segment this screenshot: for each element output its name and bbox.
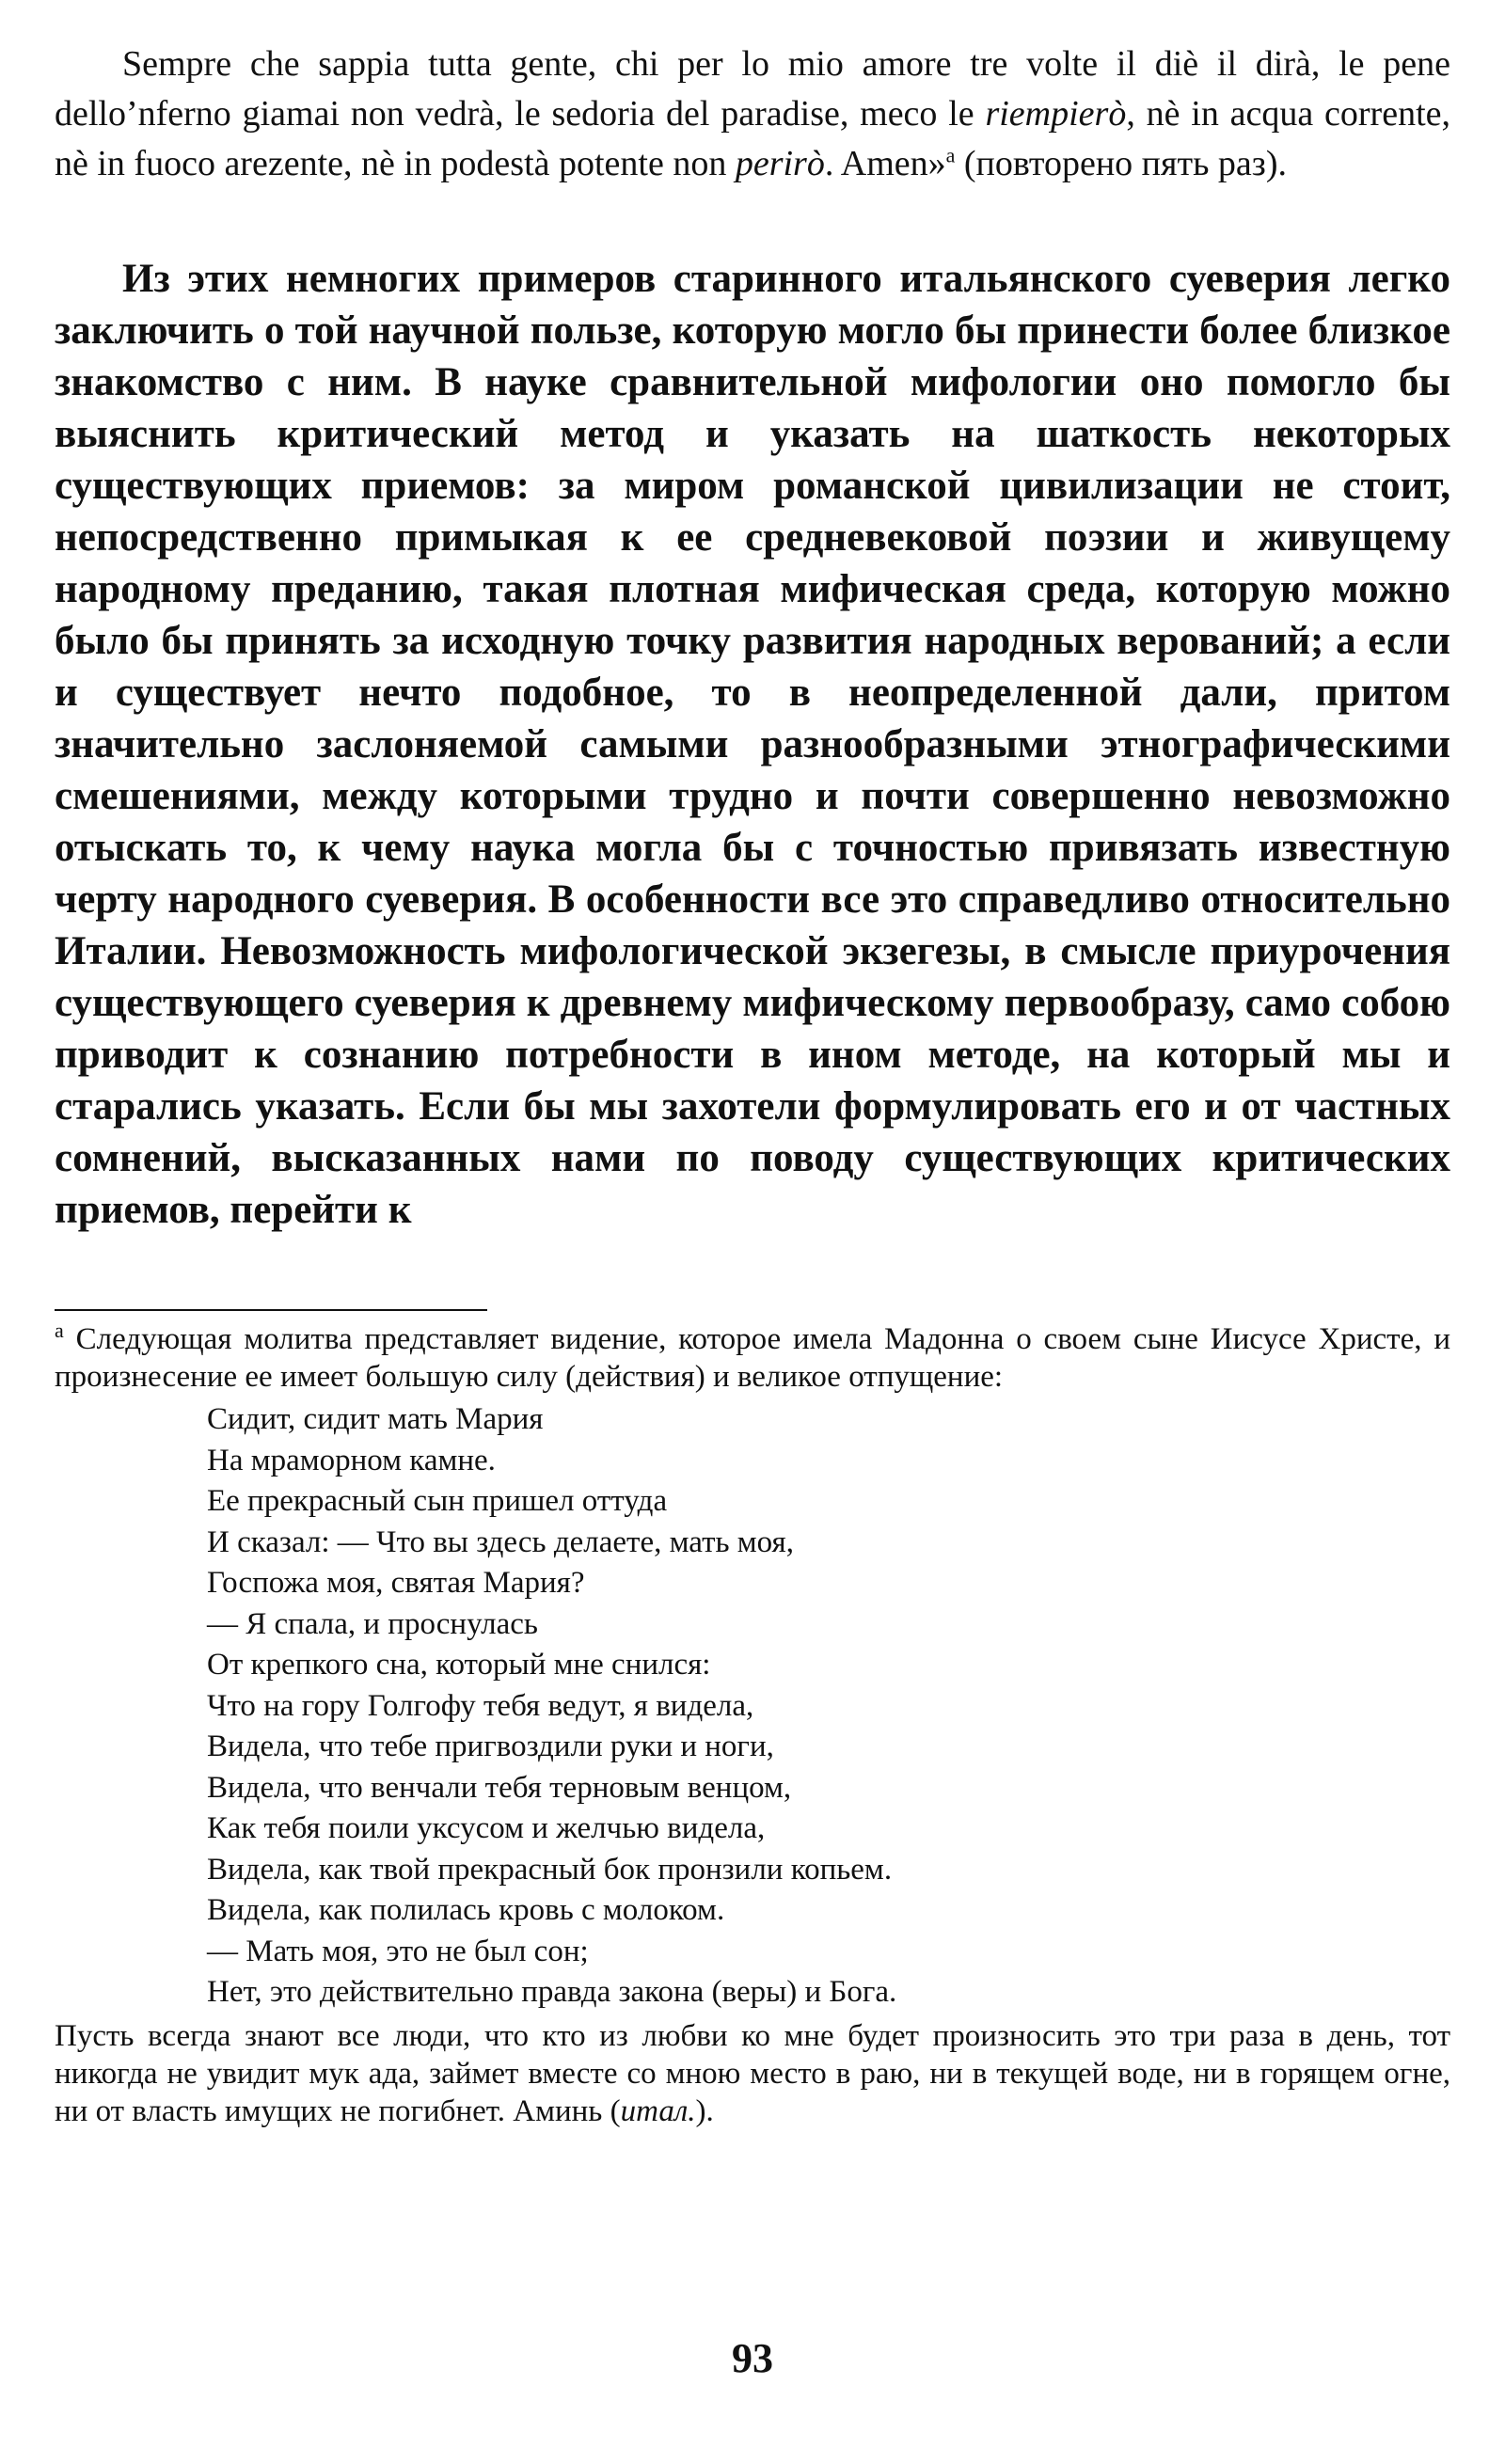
footnote-marker: a — [55, 1319, 64, 1342]
language-note: итал. — [620, 2093, 696, 2128]
poem-line: От крепкого сна, который мне снился: — [207, 1648, 711, 1682]
italian-italic-word-1: riempierò — [985, 94, 1127, 134]
poem-line: — Я спала, и проснулась — [207, 1606, 538, 1641]
italian-text-part-2: , nè in acqua corrente, nè in fuoco arezente, nè in podestà potente non — [55, 94, 1450, 183]
poem-line: Сидит, сидит мать Мария — [207, 1402, 544, 1436]
repetition-note: (повторено пять раз). — [955, 144, 1287, 183]
footnote-divider — [55, 1309, 487, 1311]
poem-line: Видела, как твой прекрасный бок пронзили копьем. — [207, 1852, 893, 1887]
poem-line: Как тебя поили уксусом и желчью видела, — [207, 1811, 766, 1845]
footnote-outro — [55, 2017, 1450, 2130]
book-page — [55, 39, 1450, 2428]
footnote-intro-text: Следующая молитва представляет видение, которое имела Мадонна о своем сыне Иисусе Христе, и произнесение ее имеет большую силу (действия) и великое отпущение: — [55, 1322, 1450, 1394]
poem-line: Видела, что венчали тебя терновым венцом, — [207, 1770, 792, 1805]
poem-line: Что на гору Голгофу тебя ведут, я видела, — [207, 1688, 754, 1723]
poem-line: Ее прекрасный сын пришел оттуда — [207, 1484, 668, 1518]
poem-line: На мраморном камне. — [207, 1443, 496, 1477]
main-paragraph: Из этих немногих примеров старинного итальянского суеверия легко заключить о той научной пользе, которую могло бы принести более близкое знакомство с ним. В науке сравнительной мифологии оно помогло бы выяснить критический метод и указать на шаткость некоторых существующих приемов: за миром романской цивилизации не стоит, непосредственно примыкая к ее средневековой поэзии и живущему народному преданию, такая плотная мифическая среда, которую можно было бы принять за исходную точку развития народных верований; а если и существует нечто подобное, то в неопределенной дали, притом значительно заслоняемой самыми разнообразными этнографическими смешениями, между которыми трудно и почти совершенно невозможно отыскать то, к чему наука могла бы с точностью привязать известную черту народного суеверия. В особенности все это справедливо относительно Италии. Невозможность мифологической экзегезы, в смысле приурочения существующего суеверия к древнему мифическому первообразу, само собою приводит к сознанию потребности в ином методе, на который мы и старались указать. Если бы мы захотели формулировать его и от частных сомнений, высказанных нами по поводу существующих критических приемов, перейти к — [55, 257, 1450, 1232]
prayer-poem — [207, 1399, 1450, 2014]
footnote-outro-end: ). — [695, 2093, 714, 2128]
poem-line: И сказал: — Что вы здесь делаете, мать моя, — [207, 1524, 794, 1559]
italian-prayer-text — [55, 39, 1450, 189]
italian-italic-word-2: perirò — [735, 144, 825, 183]
italian-text-end: . Amen» — [824, 144, 946, 183]
italian-text-part-1: Sempre che sappia tutta gente, chi per lo mio amore tre volte il diè il dirà, le pene dello’nferno giamai non vedrà, le sedoria del paradise, meco le — [55, 44, 1450, 134]
footnote-outro-text: Пусть всегда знают все люди, что кто из любви ко мне будет произносить это три раза в день, тот никогда не увидит мук ада, займет вместе со мною место в раю, ни в текущей воде, ни в горящем огне, ни от власть имущих не погибнет. Аминь ( — [55, 2018, 1450, 2128]
footnote — [55, 1320, 1450, 2130]
footnote-reference-marker: a — [945, 143, 956, 167]
poem-line: Госпожа моя, святая Мария? — [207, 1566, 585, 1600]
page-number: 93 — [732, 2335, 773, 2381]
poem-line: — Мать моя, это не был сон; — [207, 1934, 589, 1968]
poem-line: Нет, это действительно правда закона (веры) и Бога. — [207, 1975, 897, 2009]
poem-line: Видела, как полилась кровь с молоком. — [207, 1893, 725, 1927]
poem-line: Видела, что тебе пригвоздили руки и ноги, — [207, 1730, 774, 1763]
footnote-intro — [55, 1320, 1450, 1396]
